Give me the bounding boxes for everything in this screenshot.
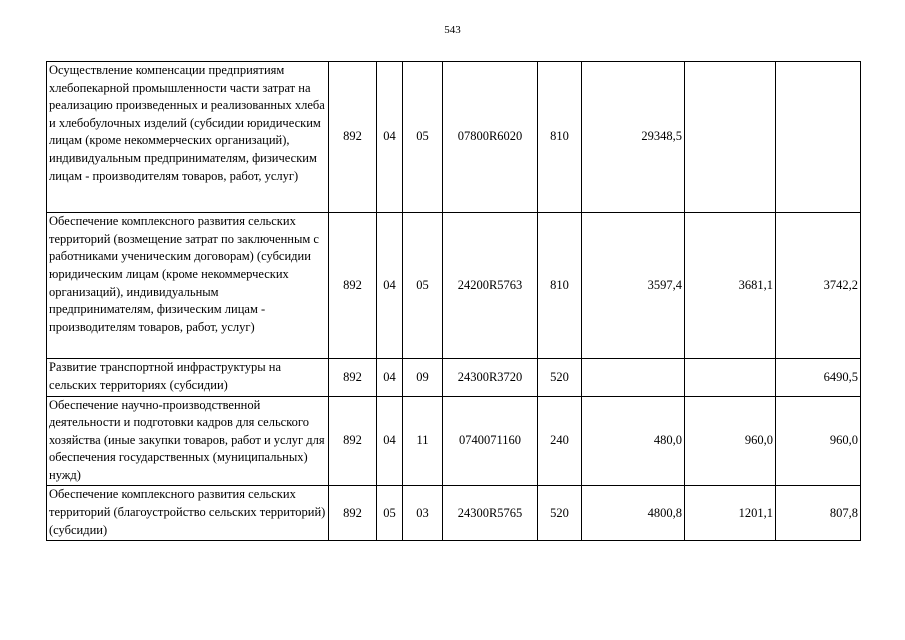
cell-description: Обеспечение комплексного развития сельских территорий (благоустройство сельских территорий) (субсидии) [47, 486, 329, 541]
cell-description: Развитие транспортной инфраструктуры на сельских территориях (субсидии) [47, 359, 329, 396]
cell-section: 04 [377, 396, 403, 486]
cell-description: Осуществление компенсации предприятиям хлебопекарной промышленности части затрат на реализацию произведенных и реализованных хлеба и хлебобулочных изделий (субсидии юридическим лицам (кроме некоммерческих организаций), индивидуальным предпринимателям, физическим лицам - производителям товаров, работ, услуг) [47, 62, 329, 213]
cell-expense-type: 810 [538, 62, 582, 213]
cell-target-article: 07800R6020 [443, 62, 538, 213]
cell-amount-1 [582, 359, 685, 396]
cell-amount-2: 1201,1 [685, 486, 776, 541]
cell-subsection: 09 [403, 359, 443, 396]
cell-amount-3: 6490,5 [776, 359, 861, 396]
cell-ministry: 892 [329, 213, 377, 359]
cell-subsection: 05 [403, 62, 443, 213]
cell-target-article: 24300R3720 [443, 359, 538, 396]
table-row [47, 213, 861, 359]
cell-amount-3: 960,0 [776, 396, 861, 486]
cell-amount-1: 480,0 [582, 396, 685, 486]
cell-target-article: 24300R5765 [443, 486, 538, 541]
budget-table [46, 61, 861, 541]
cell-amount-3: 3742,2 [776, 213, 861, 359]
cell-description: Обеспечение научно-производственной деятельности и подготовки кадров для сельского хозяйства (иные закупки товаров, работ и услуг для обеспечения государственных (муниципальных) нужд) [47, 396, 329, 486]
table-body [47, 62, 861, 541]
cell-expense-type: 240 [538, 396, 582, 486]
cell-amount-1: 3597,4 [582, 213, 685, 359]
cell-subsection: 11 [403, 396, 443, 486]
table-row [47, 359, 861, 396]
cell-amount-2: 3681,1 [685, 213, 776, 359]
cell-section: 04 [377, 62, 403, 213]
cell-ministry: 892 [329, 359, 377, 396]
cell-section: 04 [377, 359, 403, 396]
cell-expense-type: 810 [538, 213, 582, 359]
page-number: 543 [444, 24, 461, 36]
table-row [47, 486, 861, 541]
cell-target-article: 0740071160 [443, 396, 538, 486]
cell-amount-2 [685, 359, 776, 396]
cell-amount-2: 960,0 [685, 396, 776, 486]
cell-amount-2 [685, 62, 776, 213]
cell-expense-type: 520 [538, 486, 582, 541]
cell-expense-type: 520 [538, 359, 582, 396]
cell-amount-3 [776, 62, 861, 213]
cell-subsection: 03 [403, 486, 443, 541]
cell-amount-1: 4800,8 [582, 486, 685, 541]
cell-amount-3: 807,8 [776, 486, 861, 541]
cell-ministry: 892 [329, 396, 377, 486]
cell-amount-1: 29348,5 [582, 62, 685, 213]
table-row [47, 62, 861, 213]
cell-section: 05 [377, 486, 403, 541]
cell-ministry: 892 [329, 486, 377, 541]
cell-ministry: 892 [329, 62, 377, 213]
cell-section: 04 [377, 213, 403, 359]
table-row [47, 396, 861, 486]
cell-subsection: 05 [403, 213, 443, 359]
cell-description: Обеспечение комплексного развития сельских территорий (возмещение затрат по заключенным с работниками ученическим договорам) (субсидии юридическим лицам (кроме некоммерческих организаций), индивидуальным предпринимателям, физическим лицам - производителям товаров, работ, услуг) [47, 213, 329, 359]
cell-target-article: 24200R5763 [443, 213, 538, 359]
